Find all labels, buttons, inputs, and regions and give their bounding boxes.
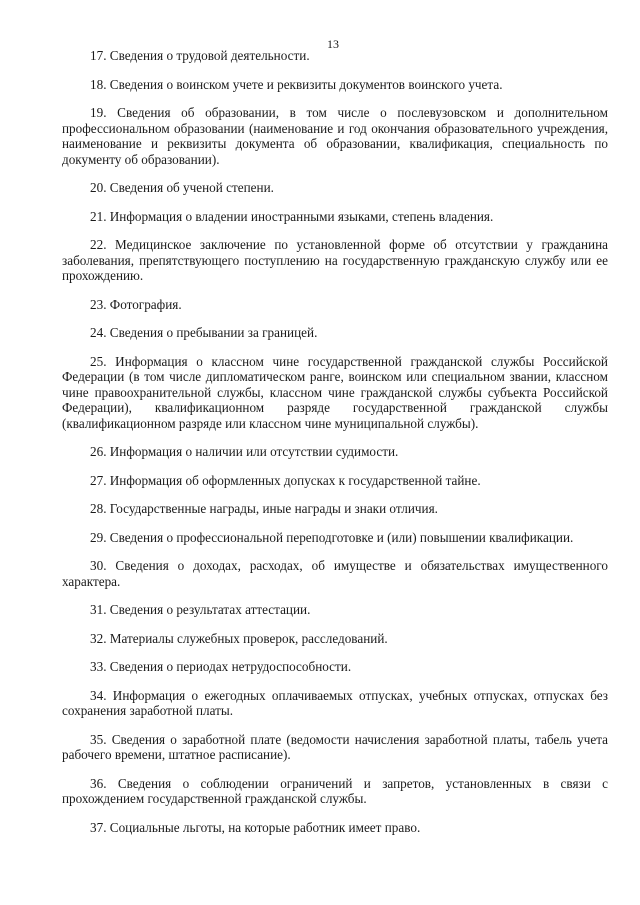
document-body [62,48,608,848]
list-item: 18. Сведения о воинском учете и реквизиты документов воинского учета. [90,76,503,92]
list-item: 17. Сведения о трудовой деятельности. [90,48,310,63]
list-item: 30. Сведения о доходах, расходах, об имуществе и обязательствах имущественного характера. [62,558,608,589]
list-item: 28. Государственные награды, иные награды и знаки отличия. [90,501,438,516]
list-item: 31. Сведения о результатах аттестации. [90,602,311,617]
list-item: 34. Информация о ежегодных оплачиваемых отпусках, учебных отпусках, отпусках без сохранения заработной платы. [62,687,608,718]
list-item: 20. Сведения об ученой степени. [90,180,274,195]
list-item: 33. Сведения о периодах нетрудоспособности. [90,659,352,674]
list-item: 36. Сведения о соблюдении ограничений и запретов, установленных в связи с прохождением государственной гражданской службы. [62,775,608,806]
list-item: 24. Сведения о пребывании за границей. [90,325,318,340]
list-item: 35. Сведения о заработной плате (ведомости начисления заработной платы, табель учета рабочего времени, штатное расписание). [62,731,608,762]
list-item: 26. Информация о наличии или отсутствии судимости. [90,444,399,459]
list-item: 25. Информация о классном чине государственной гражданской службы Российской Федерации (в том числе дипломатическом ранге, воинском или специальном звании, классном чине правоохранительной службы, классном чине гражданской службы субъекта Российской Федерации), квалификационном разряде государственной гражданской службы (квалификационном разряде или классном чине муниципальной службы). [62,353,608,431]
list-item: 29. Сведения о профессиональной переподготовке и (или) повышении квалификации. [90,529,574,545]
list-item: 19. Сведения об образовании, в том числе о послевузовском и дополнительном профессиональном образовании (наименование и год окончания образовательного учреждения, наименование и реквизиты документа об образовании, квалификация, специальность по документу об образовании). [62,105,608,167]
page-number: 13 [327,37,339,51]
list-item: 22. Медицинское заключение по установленной форме об отсутствии у гражданина заболевания, препятствующего поступлению на государственную гражданскую службу или ее прохождению. [62,237,608,283]
list-item: 32. Материалы служебных проверок, расследований. [90,630,388,646]
list-item: 23. Фотография. [90,296,182,312]
list-item: 37. Социальные льготы, на которые работник имеет право. [90,819,421,835]
list-item: 27. Информация об оформленных допусках к государственной тайне. [90,472,481,488]
list-item: 21. Информация о владении иностранными языками, степень владения. [90,208,494,224]
